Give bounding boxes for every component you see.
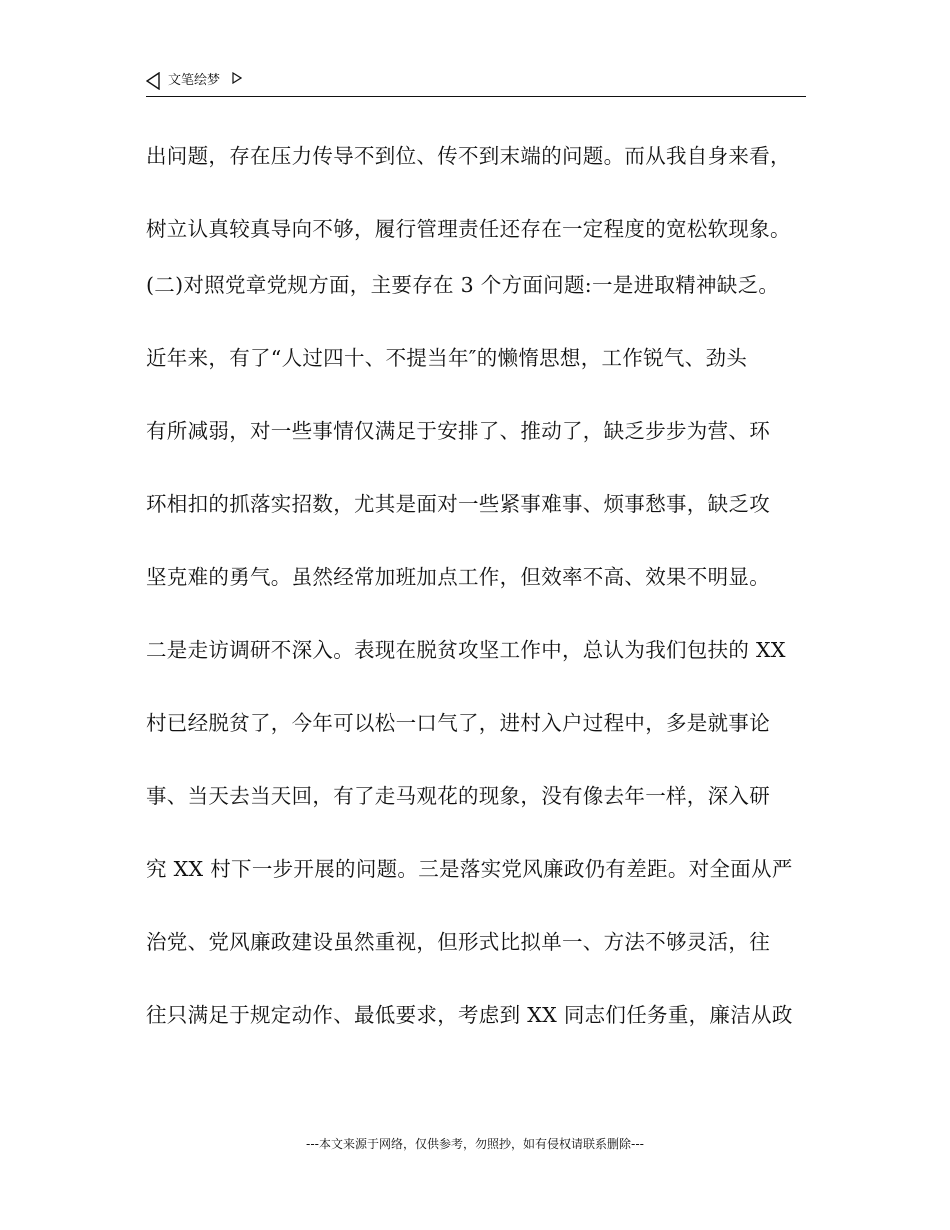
text-line: 出问题，存在压力传导不到位、传不到末端的问题。而从我自身来看，	[146, 144, 791, 168]
triangle-right-icon	[232, 72, 242, 84]
text-line: 树立认真较真导向不够，履行管理责任还存在一定程度的宽松软现象。	[146, 217, 791, 241]
footer-notice: ---本文来源于网络，仅供参考，勿照抄，如有侵权请联系删除---	[306, 1137, 644, 1151]
text-line: 坚克难的勇气。虽然经常加班加点工作，但效率不高、效果不明显。	[146, 565, 770, 589]
text-line: 究 XX 村下一步开展的问题。三是落实党风廉政仍有差距。对全面从严	[146, 857, 793, 881]
text-line: 二是走访调研不深入。表现在脱贫攻坚工作中，总认为我们包扶的 XX	[146, 638, 786, 662]
text-line: 治党、党风廉政建设虽然重视，但形式比拟单一、方法不够灵活，往	[146, 930, 770, 954]
page-header	[146, 70, 806, 97]
header-brand: 文笔绘梦	[168, 73, 221, 88]
text-line: 事、当天去当天回，有了走马观花的现象，没有像去年一样，深入研	[146, 784, 770, 808]
document-body	[146, 138, 810, 1033]
triangle-left-icon	[146, 72, 160, 90]
text-line: (二)对照党章党规方面，主要存在 3 个方面问题:一是进取精神缺乏。	[146, 273, 780, 297]
text-line: 有所减弱，对一些事情仅满足于安排了、推动了，缺乏步步为营、环	[146, 419, 770, 443]
text-line: 近年来，有了“人过四十、不提当年″的懒惰思想，工作锐气、劲头	[146, 346, 748, 370]
text-line: 环相扣的抓落实招数，尤其是面对一些紧事难事、烦事愁事，缺乏攻	[146, 492, 770, 516]
text-line: 往只满足于规定动作、最低要求，考虑到 XX 同志们任务重，廉洁从政	[146, 1003, 793, 1027]
text-line: 村已经脱贫了，今年可以松一口气了，进村入户过程中，多是就事论	[146, 711, 770, 735]
